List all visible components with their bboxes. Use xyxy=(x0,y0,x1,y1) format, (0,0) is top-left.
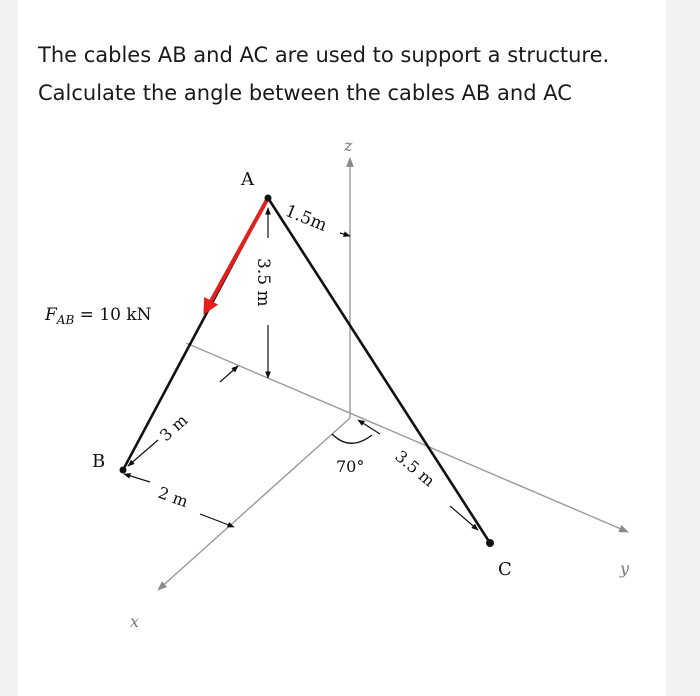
point-b-label: B xyxy=(92,451,106,472)
dim-2-label: 2 m xyxy=(155,482,191,512)
dim-3-label: 3 m xyxy=(155,410,192,445)
x-axis-label: x xyxy=(130,612,140,631)
dim-1-5-label: 1.5m xyxy=(282,201,330,236)
point-a-label: A xyxy=(241,169,254,190)
force-subscript: AB xyxy=(56,313,75,327)
force-symbol: F xyxy=(45,305,57,325)
point-c-dot xyxy=(486,539,494,547)
force-value: = 10 kN xyxy=(74,305,152,325)
dim-1-5-arrow xyxy=(340,233,350,236)
dim-3-5-diag-top xyxy=(358,420,380,434)
point-b-dot xyxy=(120,467,127,474)
angle-label: 70° xyxy=(336,457,365,476)
y-axis xyxy=(186,343,628,532)
dim-2-arrow-right xyxy=(200,514,234,527)
question-line-1: The cables AB and AC are used to support a structure. xyxy=(38,43,610,67)
y-axis-label: y xyxy=(620,559,630,578)
force-label xyxy=(44,305,152,327)
point-c-label: C xyxy=(498,559,512,580)
dim-2-arrow-left xyxy=(124,474,150,482)
dim-3-5-diag-label: 3.5 m xyxy=(391,446,439,491)
z-axis-label: z xyxy=(344,136,353,155)
cable-ac xyxy=(268,198,490,543)
dim-3-5-vertical-label: 3.5 m xyxy=(253,258,273,307)
dim-3-arrow-top xyxy=(220,366,238,382)
point-a-dot xyxy=(265,195,272,202)
angle-arc xyxy=(332,434,372,443)
question-line-2: Calculate the angle between the cables AB and AC xyxy=(38,81,572,105)
